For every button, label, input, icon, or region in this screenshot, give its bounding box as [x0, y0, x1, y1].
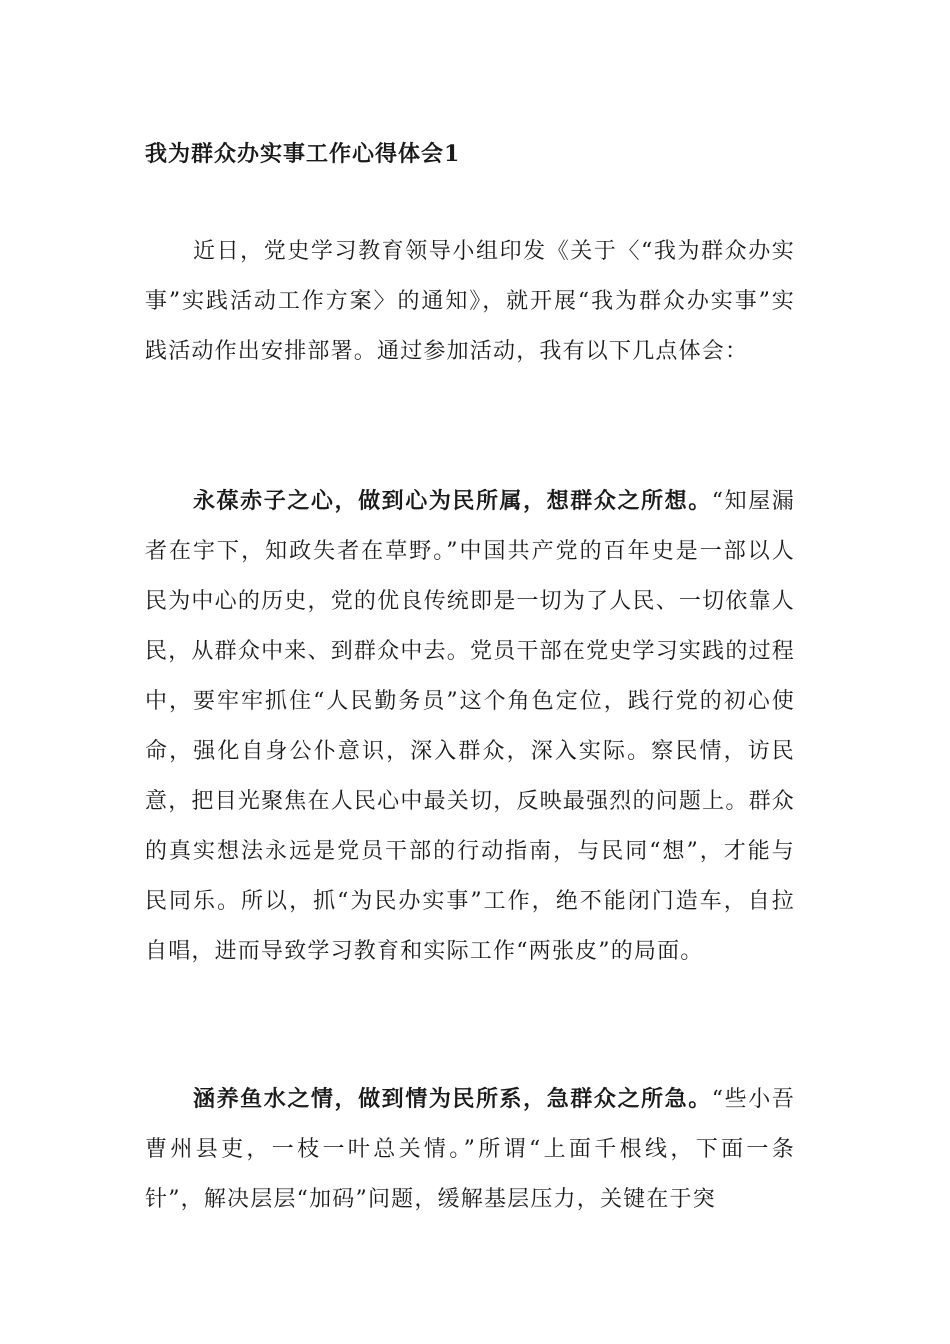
paragraph-lead: 永葆赤子之心，做到心为民所属，想群众之所想。 — [193, 488, 712, 514]
paragraph-intro — [145, 226, 795, 377]
paragraph-point-2 — [145, 1074, 795, 1225]
paragraph-body: 近日，党史学习教育领导小组印发《关于〈“我为群众办实事”实践活动工作方案〉的通知》，就开展“我为群众办实事”实践活动作出安排部署。通过参加活动，我有以下几点体会： — [145, 239, 795, 364]
document-title: 我为群众办实事工作心得体会1 — [145, 141, 461, 167]
paragraph-point-1 — [145, 476, 795, 977]
paragraph-body: “知屋漏者在宇下，知政失者在草野。”中国共产党的百年史是一部以人民为中心的历史，党的优良传统即是一切为了人民、一切依靠人民，从群众中来、到群众中去。党员干部在党史学习实践的过程中，要牢牢抓住“人民勤务员”这个角色定位，践行党的初心使命，强化自身公仆意识，深入群众，深入实际。察民情，访民意，把目光聚焦在人民心中最关切，反映最强烈的问题上。群众的真实想法永远是党员干部的行动指南，与民同“想”，才能与民同乐。所以，抓“为民办实事”工作，绝不能闭门造车，自拉自唱，进而导致学习教育和实际工作“两张皮”的局面。 — [145, 489, 795, 964]
paragraph-lead: 涵养鱼水之情，做到情为民所系，急群众之所急。 — [193, 1086, 712, 1112]
paragraph-body: “些小吾曹州县吏，一枝一叶总关情。”所谓“上面千根线，下面一条针”，解决层层“加码”问题，缓解基层压力，关键在于突 — [145, 1087, 795, 1212]
